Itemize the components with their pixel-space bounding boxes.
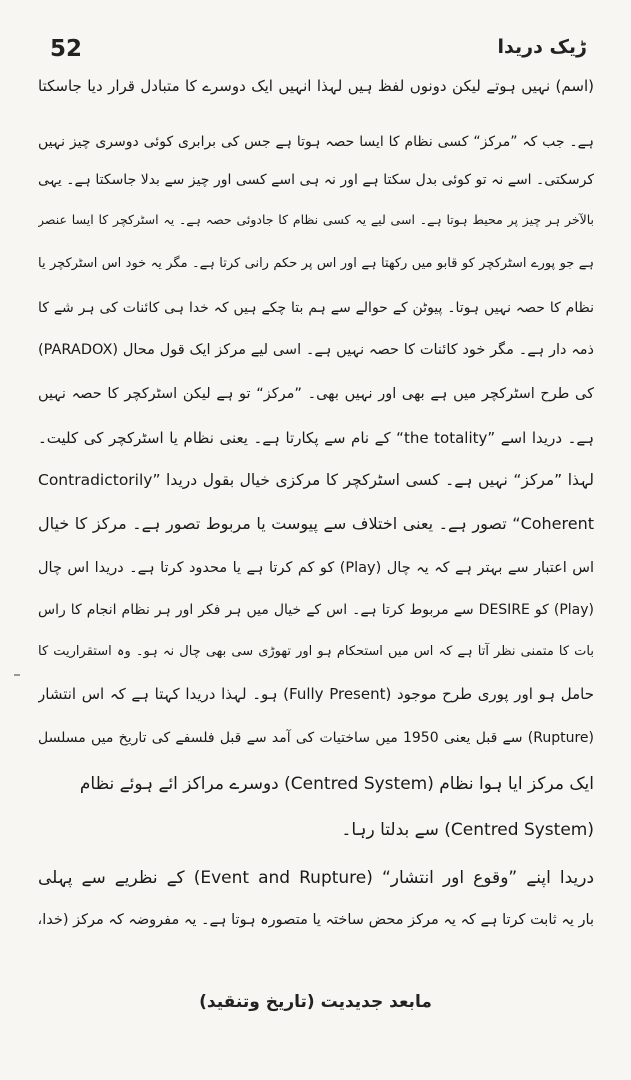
text-line: بار یہ ثابت کرتا ہے کہ یہ مرکز محض ساختہ یا متصورہ ہوتا ہے۔ یہ مفروضہ کہ مرکز (خدا،: [38, 912, 594, 928]
text-line: ہے۔ جب کہ ”مرکز“ کسی نظام کا ایسا حصہ ہوتا ہے جس کی برابری کوئی دوسری چیز نہیں: [38, 134, 594, 150]
text-line: دریدا اپنے ”وقوع اور انتشار“ (Event and Rupture) کے نظریے سے پہلی: [38, 868, 594, 888]
text-line: (اسم) نہیں ہوتے لیکن دونوں لفظ ہیں لہذا انہیں ایک دوسرے کا متبادل قرار دیا جاسکتا: [38, 77, 594, 95]
text-line: نظام کا حصہ نہیں ہوتا۔ پیوٹن کے حوالے سے ہم بتا چکے ہیں کہ خدا ہی کائنات کی ہر شے کا: [38, 300, 594, 316]
text-line: (Rupture) سے قبل یعنی 1950 میں ساختیات کی آمد سے قبل فلسفے کی تاریخ میں مسلسل: [38, 730, 594, 746]
text-line: (Centred System) سے بدلتا رہا۔: [341, 820, 594, 840]
text-line: (Play) کو DESIRE سے مربوط کرتا ہے۔ اس کے خیال میں ہر فکر اور ہر نظام انجام کا راس: [38, 602, 594, 618]
page-number: 52: [50, 36, 83, 62]
text-line: ذمہ دار ہے۔ مگر خود کائنات کا حصہ نہیں ہے۔ اسی لیے مرکز ایک قول محال (PARADOX): [38, 342, 594, 358]
footer-book-title: مابعد جدیدیت (تاریخ وتنقید): [199, 992, 432, 1012]
text-line: ایک مرکز ایا ہوا نظام (Centred System) دوسرے مراکز ائے ہوئے نظام: [79, 774, 594, 794]
text-line: Coherent“ تصور ہے۔ یعنی اختلاف سے پیوست یا مربوط تصور ہے۔ مرکز کا خیال: [38, 514, 594, 533]
text-line: ہے۔ دریدا اسے ”the totality“ کے نام سے پکارتا ہے۔ یعنی نظام یا اسٹرکچر کی کلیت۔: [38, 429, 594, 447]
scan-speck: [14, 674, 20, 676]
text-line: اس اعتبار سے بہتر ہے کہ یہ چال (Play) کو کم کرتا ہے یا محدود کرتا ہے۔ دریدا اس چال: [38, 560, 594, 576]
text-line: لہذا ”مرکز“ نہیں ہے۔ کسی اسٹرکچر کا مرکزی خیال بقول دریدا ”Contradictorily: [38, 471, 594, 489]
text-line: بالآخر ہر چیز پر محیط ہوتا ہے۔ اسی لیے یہ کسی نظام کا جادوئی حصہ ہے۔ یہ اسٹرکچر کا ایسا عنصر: [38, 212, 594, 227]
text-line: کی طرح اسٹرکچر میں ہے بھی اور نہیں بھی۔ ”مرکز“ تو ہے لیکن اسٹرکچر کا حصہ نہیں: [38, 386, 594, 402]
text-line: حامل ہو اور پوری طرح موجود (Fully Present) ہو۔ لہذا دریدا کہتا ہے کہ اس انتشار: [38, 685, 594, 703]
text-line: کرسکتی۔ اسے نہ تو کوئی بدل سکتا ہے اور نہ ہی اسے کسی اور چیز سے بدلا جاسکتا ہے۔ یہی: [38, 172, 594, 188]
text-line: ہے جو پورے اسٹرکچر کو قابو میں رکھتا ہے اور اس پر حکم رانی کرتا ہے۔ مگر یہ خود اس اسٹرکچر یا: [38, 256, 594, 271]
running-title: ڑیک دریدا: [497, 36, 587, 58]
text-line: بات کا متمنی نظر آتا ہے کہ اس میں استحکام ہو اور تھوڑی سی بھی چال نہ ہو۔ وہ استقراریت کا: [38, 644, 594, 659]
